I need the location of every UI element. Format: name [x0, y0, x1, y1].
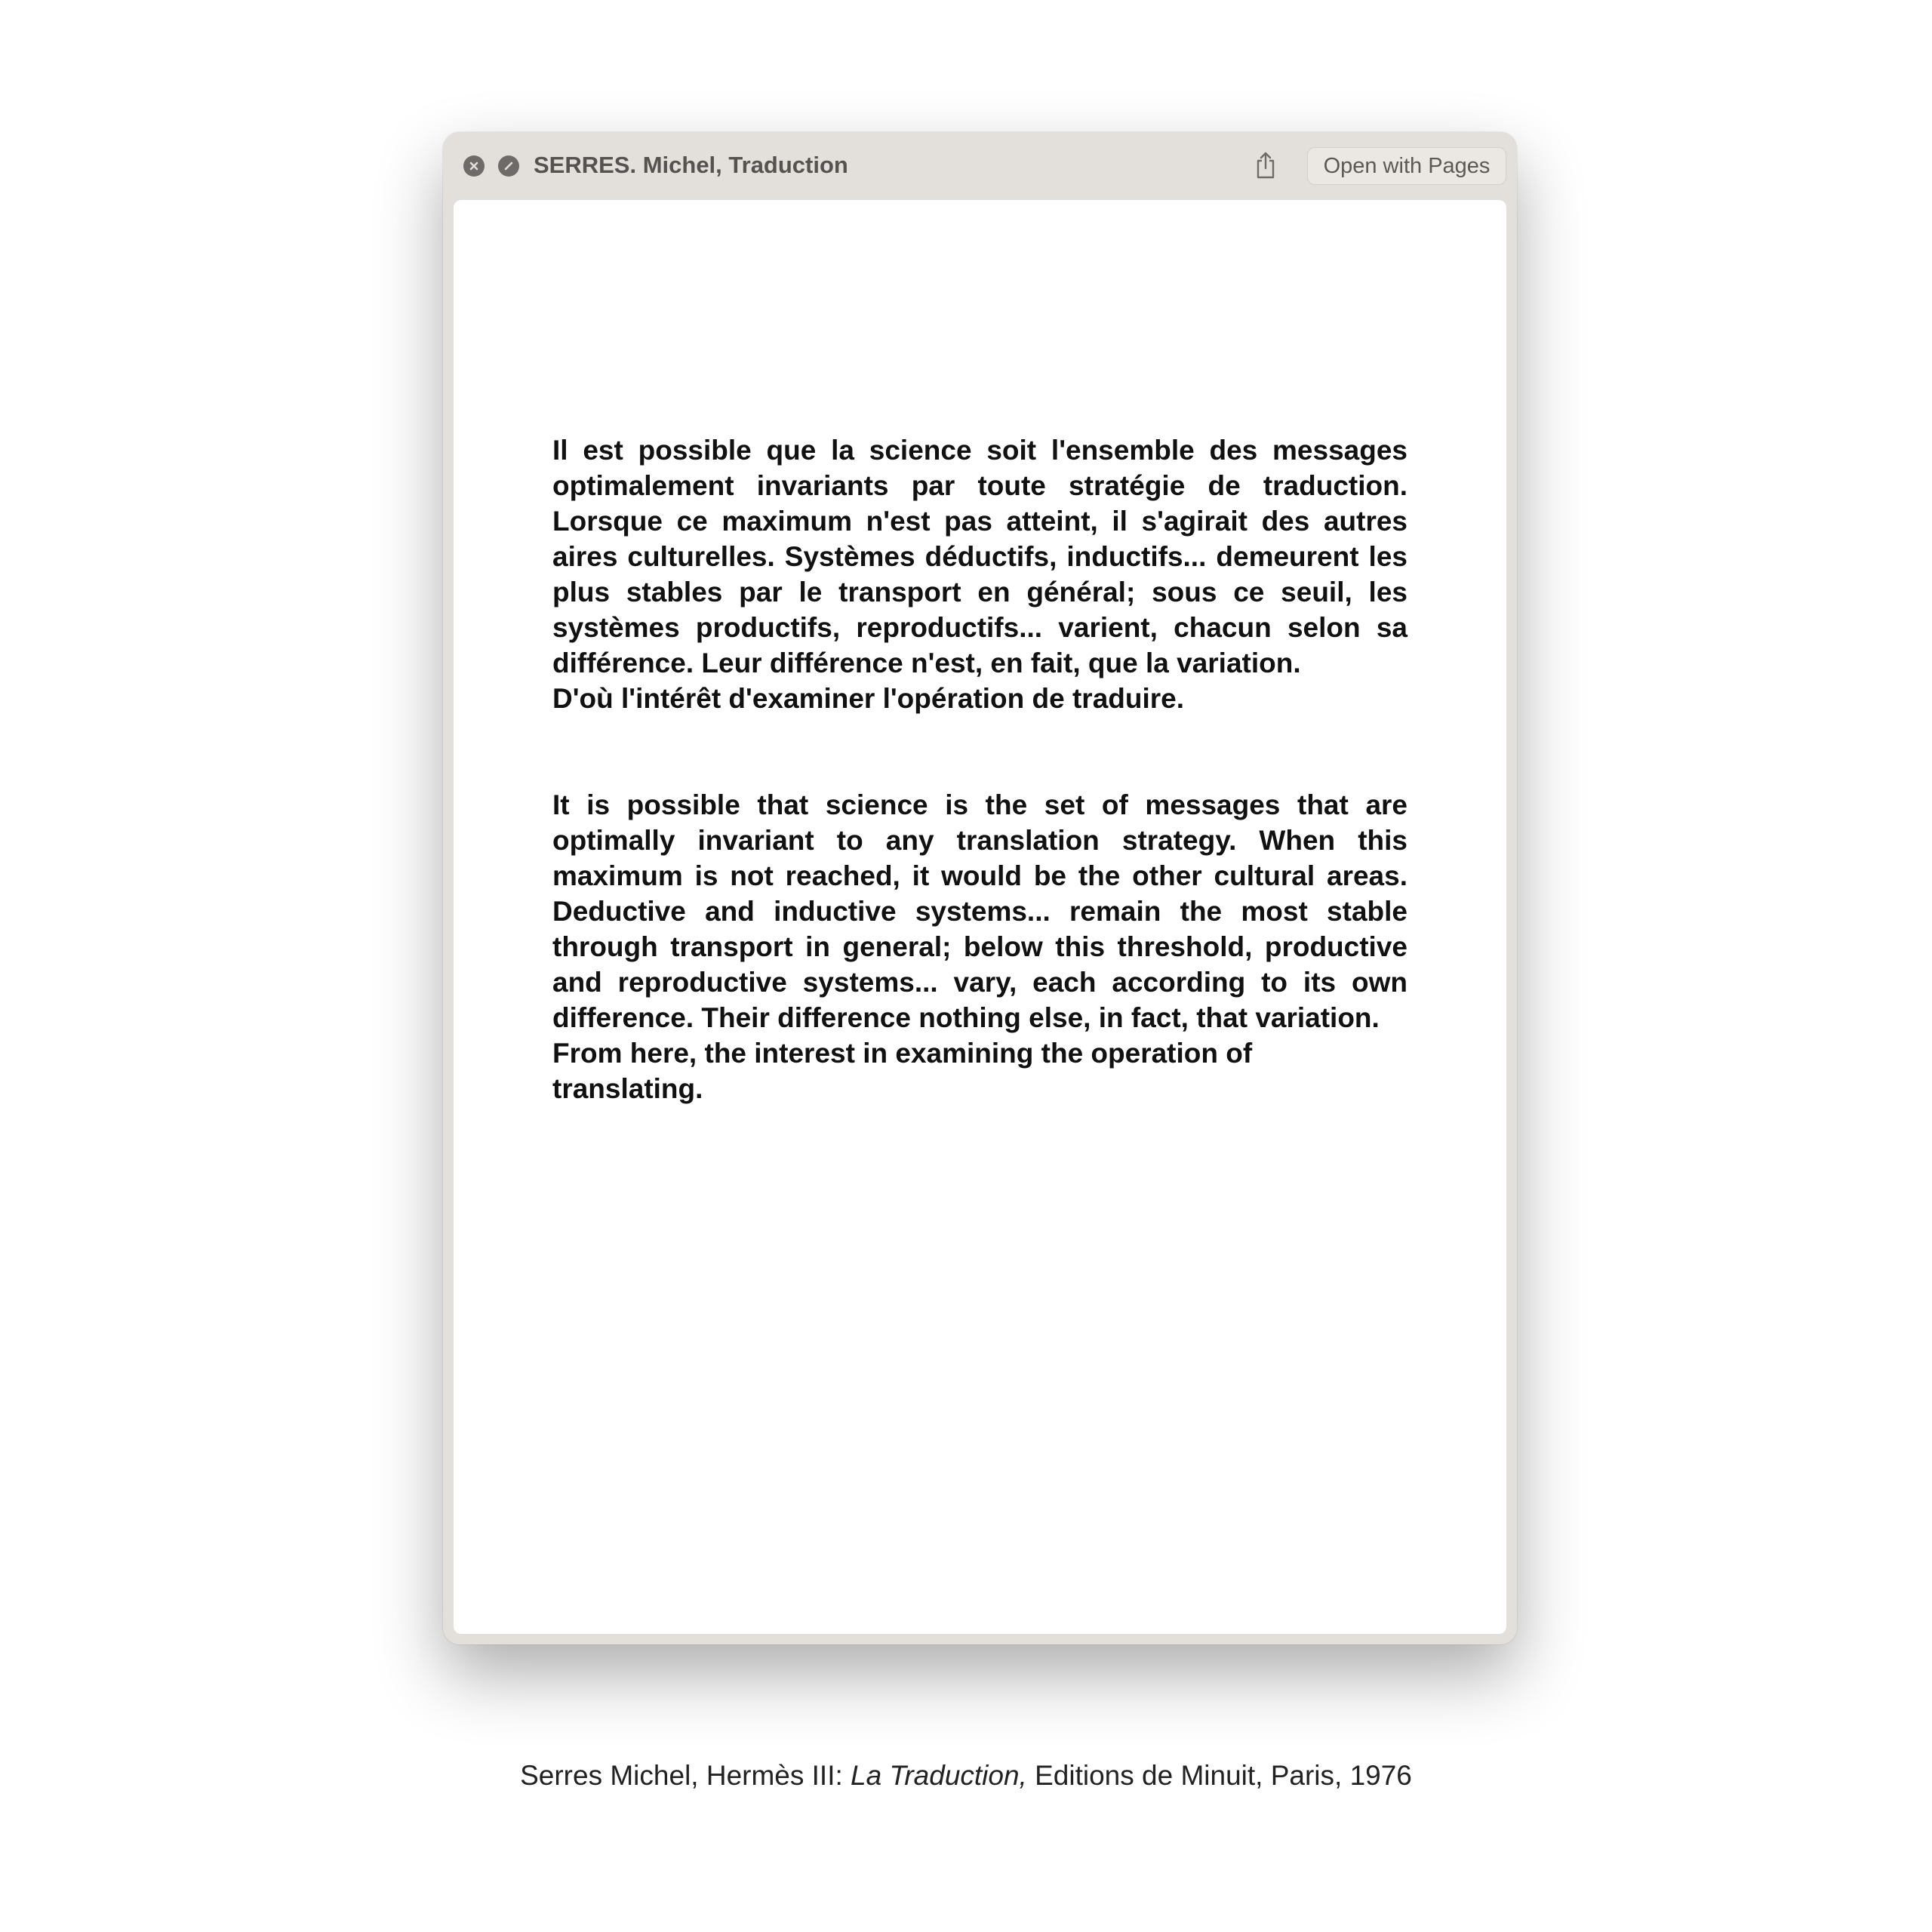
caption-prefix: Serres Michel, Hermès III: [520, 1760, 851, 1791]
fullscreen-icon [503, 160, 515, 172]
image-caption [0, 1757, 1932, 1795]
english-paragraph [552, 787, 1407, 1106]
title-bar [443, 132, 1517, 198]
english-body: It is possible that science is the set of messages that are optimally invariant to any translation strategy. When this maximum is not reached, it would be the other cultural areas. Deductive and inductive systems... remain the most stable through transport in general; below this threshold, productive and reproductive systems... vary, each according to its own difference. Their difference nothing else, in fact, that variation. [552, 789, 1407, 1033]
english-conclusion: From here, the interest in examining the operation of translating. [552, 1038, 1253, 1104]
caption-suffix: Editions de Minuit, Paris, 1976 [1026, 1760, 1412, 1791]
caption-book-title: La Traduction, [851, 1760, 1027, 1791]
close-button[interactable] [463, 155, 485, 177]
share-icon [1254, 151, 1277, 180]
french-conclusion: D'où l'intérêt d'examiner l'opération de traduire. [552, 683, 1185, 714]
fullscreen-button[interactable] [498, 155, 519, 177]
open-with-pages-button[interactable]: Open with Pages [1307, 147, 1506, 185]
document-preview [454, 200, 1506, 1634]
share-button[interactable] [1249, 149, 1282, 182]
french-paragraph [552, 432, 1407, 716]
quicklook-window [443, 132, 1517, 1644]
french-body: Il est possible que la science soit l'ensemble des messages optimalement invariants par toute stratégie de traduction. Lorsque ce maximum n'est pas atteint, il s'agirait des autres aires culturelles. Systèmes déductifs, inductifs... demeurent les plus stables par le transport en général; sous ce seuil, les systèmes productifs, reproductifs... varient, chacun selon sa différence. Leur différence n'est, en fait, que la variation. [552, 435, 1407, 678]
window-title: SERRES. Michel, Traduction [534, 152, 848, 178]
close-icon [469, 161, 479, 171]
